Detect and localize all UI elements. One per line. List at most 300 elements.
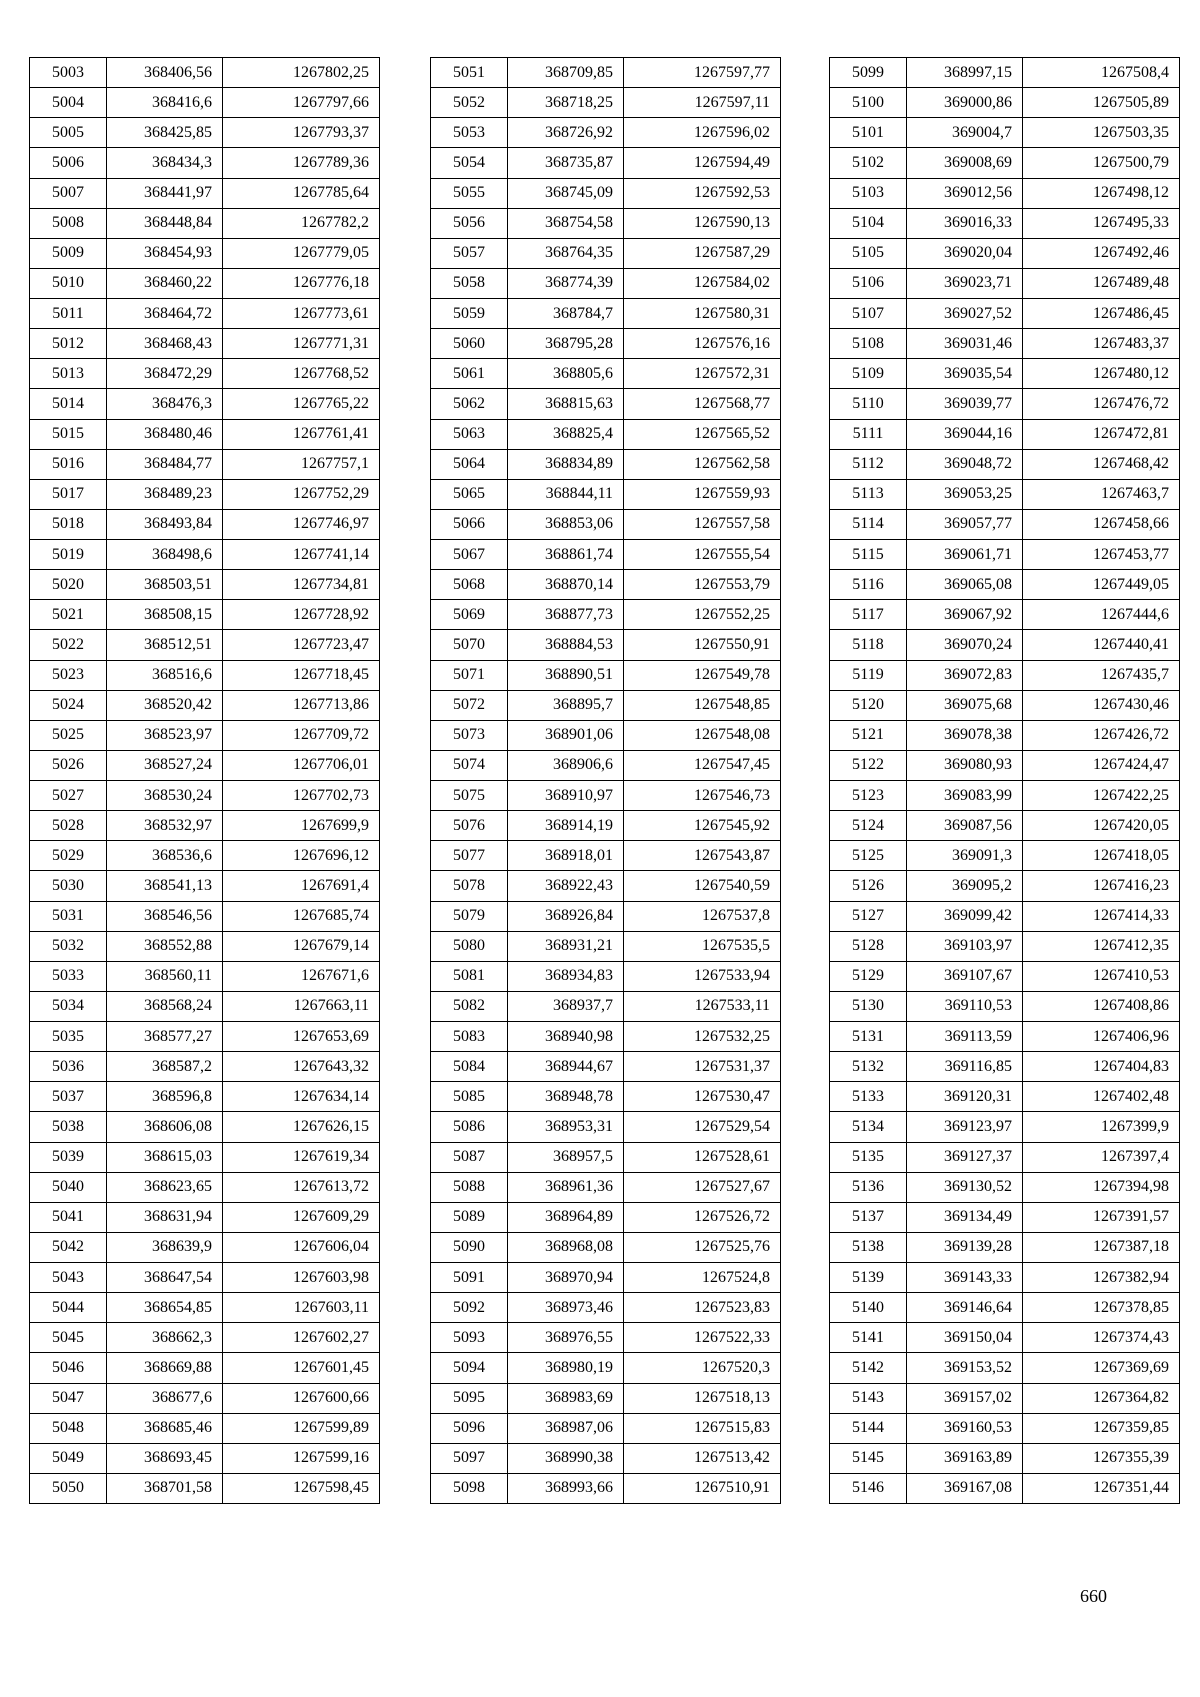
table-row	[30, 720, 380, 750]
x-coordinate-cell: 368484,77	[107, 449, 223, 479]
coordinates-table-3	[829, 57, 1180, 1504]
table-row	[431, 299, 781, 329]
x-coordinate-cell: 368498,6	[107, 540, 223, 570]
x-coordinate-cell: 369000,86	[907, 88, 1023, 118]
point-number-cell: 5133	[830, 1082, 907, 1112]
table-row	[30, 811, 380, 841]
point-number-cell: 5006	[30, 148, 107, 178]
x-coordinate-cell: 368647,54	[107, 1263, 223, 1293]
x-coordinate-cell: 368726,92	[508, 118, 624, 148]
x-coordinate-cell: 368523,97	[107, 720, 223, 750]
point-number-cell: 5086	[431, 1112, 508, 1142]
table-row	[431, 1052, 781, 1082]
table-row	[30, 1052, 380, 1082]
y-coordinate-cell: 1267602,27	[223, 1323, 380, 1353]
x-coordinate-cell: 368970,94	[508, 1263, 624, 1293]
x-coordinate-cell: 368884,53	[508, 630, 624, 660]
x-coordinate-cell: 368546,56	[107, 901, 223, 931]
table-row	[830, 991, 1180, 1021]
x-coordinate-cell: 368606,08	[107, 1112, 223, 1142]
y-coordinate-cell: 1267546,73	[624, 781, 781, 811]
x-coordinate-cell: 368825,4	[508, 419, 624, 449]
x-coordinate-cell: 368493,84	[107, 509, 223, 539]
y-coordinate-cell: 1267773,61	[223, 299, 380, 329]
y-coordinate-cell: 1267406,96	[1023, 1022, 1180, 1052]
table-row	[30, 600, 380, 630]
point-number-cell: 5090	[431, 1232, 508, 1262]
x-coordinate-cell: 368940,98	[508, 1022, 624, 1052]
point-number-cell: 5058	[431, 268, 508, 298]
y-coordinate-cell: 1267543,87	[624, 841, 781, 871]
y-coordinate-cell: 1267412,35	[1023, 931, 1180, 961]
x-coordinate-cell: 368454,93	[107, 238, 223, 268]
table-row	[830, 1443, 1180, 1473]
point-number-cell: 5092	[431, 1293, 508, 1323]
point-number-cell: 5134	[830, 1112, 907, 1142]
point-number-cell: 5103	[830, 178, 907, 208]
point-number-cell: 5075	[431, 781, 508, 811]
table-row	[431, 1353, 781, 1383]
y-coordinate-cell: 1267468,42	[1023, 449, 1180, 479]
y-coordinate-cell: 1267500,79	[1023, 148, 1180, 178]
y-coordinate-cell: 1267414,33	[1023, 901, 1180, 931]
y-coordinate-cell: 1267741,14	[223, 540, 380, 570]
y-coordinate-cell: 1267498,12	[1023, 178, 1180, 208]
point-number-cell: 5118	[830, 630, 907, 660]
x-coordinate-cell: 369039,77	[907, 389, 1023, 419]
table-row	[30, 1473, 380, 1503]
x-coordinate-cell: 368948,78	[508, 1082, 624, 1112]
y-coordinate-cell: 1267679,14	[223, 931, 380, 961]
x-coordinate-cell: 369031,46	[907, 329, 1023, 359]
point-number-cell: 5069	[431, 600, 508, 630]
point-number-cell: 5033	[30, 961, 107, 991]
point-number-cell: 5145	[830, 1443, 907, 1473]
y-coordinate-cell: 1267572,31	[624, 359, 781, 389]
x-coordinate-cell: 368623,65	[107, 1172, 223, 1202]
table-row	[30, 178, 380, 208]
point-number-cell: 5135	[830, 1142, 907, 1172]
point-number-cell: 5068	[431, 570, 508, 600]
y-coordinate-cell: 1267510,91	[624, 1473, 781, 1503]
x-coordinate-cell: 368476,3	[107, 389, 223, 419]
point-number-cell: 5127	[830, 901, 907, 931]
y-coordinate-cell: 1267524,8	[624, 1263, 781, 1293]
table-row	[30, 1232, 380, 1262]
table-row	[830, 1383, 1180, 1413]
table-row	[431, 781, 781, 811]
table-row	[431, 1112, 781, 1142]
table-row	[830, 359, 1180, 389]
point-number-cell: 5110	[830, 389, 907, 419]
y-coordinate-cell: 1267458,66	[1023, 509, 1180, 539]
table-row	[830, 299, 1180, 329]
x-coordinate-cell: 368662,3	[107, 1323, 223, 1353]
point-number-cell: 5067	[431, 540, 508, 570]
point-number-cell: 5035	[30, 1022, 107, 1052]
table-row	[830, 148, 1180, 178]
y-coordinate-cell: 1267351,44	[1023, 1473, 1180, 1503]
x-coordinate-cell: 369153,52	[907, 1353, 1023, 1383]
table-row	[830, 1293, 1180, 1323]
x-coordinate-cell: 369080,93	[907, 750, 1023, 780]
table-row	[431, 1232, 781, 1262]
y-coordinate-cell: 1267576,16	[624, 329, 781, 359]
point-number-cell: 5054	[431, 148, 508, 178]
table-row	[30, 961, 380, 991]
y-coordinate-cell: 1267378,85	[1023, 1293, 1180, 1323]
y-coordinate-cell: 1267374,43	[1023, 1323, 1180, 1353]
y-coordinate-cell: 1267526,72	[624, 1202, 781, 1232]
y-coordinate-cell: 1267416,23	[1023, 871, 1180, 901]
table-row	[431, 58, 781, 88]
point-number-cell: 5062	[431, 389, 508, 419]
x-coordinate-cell: 369091,3	[907, 841, 1023, 871]
point-number-cell: 5140	[830, 1293, 907, 1323]
table-row	[830, 540, 1180, 570]
point-number-cell: 5034	[30, 991, 107, 1021]
point-number-cell: 5137	[830, 1202, 907, 1232]
table-row	[431, 238, 781, 268]
point-number-cell: 5022	[30, 630, 107, 660]
y-coordinate-cell: 1267476,72	[1023, 389, 1180, 419]
table-row	[431, 208, 781, 238]
y-coordinate-cell: 1267549,78	[624, 660, 781, 690]
x-coordinate-cell: 368784,7	[508, 299, 624, 329]
table-row	[830, 449, 1180, 479]
y-coordinate-cell: 1267643,32	[223, 1052, 380, 1082]
x-coordinate-cell: 369143,33	[907, 1263, 1023, 1293]
point-number-cell: 5087	[431, 1142, 508, 1172]
x-coordinate-cell: 368834,89	[508, 449, 624, 479]
table-row	[830, 1112, 1180, 1142]
point-number-cell: 5012	[30, 329, 107, 359]
table-row	[431, 329, 781, 359]
point-number-cell: 5027	[30, 781, 107, 811]
table-row	[431, 630, 781, 660]
table-row	[431, 991, 781, 1021]
point-number-cell: 5051	[431, 58, 508, 88]
y-coordinate-cell: 1267528,61	[624, 1142, 781, 1172]
y-coordinate-cell: 1267600,66	[223, 1383, 380, 1413]
y-coordinate-cell: 1267394,98	[1023, 1172, 1180, 1202]
x-coordinate-cell: 368993,66	[508, 1473, 624, 1503]
point-number-cell: 5010	[30, 268, 107, 298]
y-coordinate-cell: 1267480,12	[1023, 359, 1180, 389]
y-coordinate-cell: 1267785,64	[223, 178, 380, 208]
point-number-cell: 5098	[431, 1473, 508, 1503]
table-row	[30, 1082, 380, 1112]
x-coordinate-cell: 368910,97	[508, 781, 624, 811]
y-coordinate-cell: 1267408,86	[1023, 991, 1180, 1021]
y-coordinate-cell: 1267495,33	[1023, 208, 1180, 238]
x-coordinate-cell: 368877,73	[508, 600, 624, 630]
table-row	[431, 871, 781, 901]
point-number-cell: 5063	[431, 419, 508, 449]
y-coordinate-cell: 1267440,41	[1023, 630, 1180, 660]
point-number-cell: 5141	[830, 1323, 907, 1353]
y-coordinate-cell: 1267555,54	[624, 540, 781, 570]
x-coordinate-cell: 368530,24	[107, 781, 223, 811]
x-coordinate-cell: 369134,49	[907, 1202, 1023, 1232]
point-number-cell: 5017	[30, 479, 107, 509]
y-coordinate-cell: 1267718,45	[223, 660, 380, 690]
point-number-cell: 5076	[431, 811, 508, 841]
point-number-cell: 5007	[30, 178, 107, 208]
y-coordinate-cell: 1267364,82	[1023, 1383, 1180, 1413]
y-coordinate-cell: 1267728,92	[223, 600, 380, 630]
table-row	[431, 1383, 781, 1413]
point-number-cell: 5028	[30, 811, 107, 841]
x-coordinate-cell: 369107,67	[907, 961, 1023, 991]
table-row	[30, 901, 380, 931]
point-number-cell: 5083	[431, 1022, 508, 1052]
y-coordinate-cell: 1267580,31	[624, 299, 781, 329]
point-number-cell: 5003	[30, 58, 107, 88]
table-row	[30, 359, 380, 389]
point-number-cell: 5050	[30, 1473, 107, 1503]
y-coordinate-cell: 1267771,31	[223, 329, 380, 359]
x-coordinate-cell: 369004,7	[907, 118, 1023, 148]
x-coordinate-cell: 368425,85	[107, 118, 223, 148]
point-number-cell: 5108	[830, 329, 907, 359]
point-number-cell: 5029	[30, 841, 107, 871]
point-number-cell: 5031	[30, 901, 107, 931]
table-row	[830, 178, 1180, 208]
table-row	[830, 901, 1180, 931]
y-coordinate-cell: 1267789,36	[223, 148, 380, 178]
point-number-cell: 5023	[30, 660, 107, 690]
y-coordinate-cell: 1267518,13	[624, 1383, 781, 1413]
x-coordinate-cell: 369075,68	[907, 690, 1023, 720]
table-row	[431, 118, 781, 148]
x-coordinate-cell: 368416,6	[107, 88, 223, 118]
table-row	[830, 268, 1180, 298]
table-row	[830, 570, 1180, 600]
x-coordinate-cell: 368718,25	[508, 88, 624, 118]
x-coordinate-cell: 368503,51	[107, 570, 223, 600]
table-row	[431, 600, 781, 630]
x-coordinate-cell: 368434,3	[107, 148, 223, 178]
y-coordinate-cell: 1267449,05	[1023, 570, 1180, 600]
x-coordinate-cell: 369065,08	[907, 570, 1023, 600]
y-coordinate-cell: 1267557,58	[624, 509, 781, 539]
table-row	[30, 389, 380, 419]
y-coordinate-cell: 1267426,72	[1023, 720, 1180, 750]
y-coordinate-cell: 1267765,22	[223, 389, 380, 419]
point-number-cell: 5065	[431, 479, 508, 509]
table-row	[30, 871, 380, 901]
table-row	[431, 660, 781, 690]
table-row	[431, 1323, 781, 1353]
point-number-cell: 5005	[30, 118, 107, 148]
table-row	[431, 690, 781, 720]
table-row	[431, 901, 781, 931]
point-number-cell: 5084	[431, 1052, 508, 1082]
point-number-cell: 5117	[830, 600, 907, 630]
x-coordinate-cell: 368520,42	[107, 690, 223, 720]
x-coordinate-cell: 369048,72	[907, 449, 1023, 479]
x-coordinate-cell: 368596,8	[107, 1082, 223, 1112]
point-number-cell: 5025	[30, 720, 107, 750]
point-number-cell: 5040	[30, 1172, 107, 1202]
table-row	[431, 178, 781, 208]
y-coordinate-cell: 1267382,94	[1023, 1263, 1180, 1293]
x-coordinate-cell: 369103,97	[907, 931, 1023, 961]
point-number-cell: 5013	[30, 359, 107, 389]
x-coordinate-cell: 368552,88	[107, 931, 223, 961]
y-coordinate-cell: 1267489,48	[1023, 268, 1180, 298]
point-number-cell: 5113	[830, 479, 907, 509]
y-coordinate-cell: 1267515,83	[624, 1413, 781, 1443]
x-coordinate-cell: 369087,56	[907, 811, 1023, 841]
point-number-cell: 5055	[431, 178, 508, 208]
point-number-cell: 5043	[30, 1263, 107, 1293]
table-row	[431, 811, 781, 841]
x-coordinate-cell: 368615,03	[107, 1142, 223, 1172]
table-row	[30, 299, 380, 329]
x-coordinate-cell: 368754,58	[508, 208, 624, 238]
point-number-cell: 5125	[830, 841, 907, 871]
y-coordinate-cell: 1267713,86	[223, 690, 380, 720]
point-number-cell: 5059	[431, 299, 508, 329]
table-row	[431, 359, 781, 389]
point-number-cell: 5131	[830, 1022, 907, 1052]
table-row	[431, 449, 781, 479]
point-number-cell: 5121	[830, 720, 907, 750]
table-row	[30, 1383, 380, 1413]
table-row	[830, 1413, 1180, 1443]
point-number-cell: 5073	[431, 720, 508, 750]
y-coordinate-cell: 1267702,73	[223, 781, 380, 811]
y-coordinate-cell: 1267430,46	[1023, 690, 1180, 720]
x-coordinate-cell: 368508,15	[107, 600, 223, 630]
x-coordinate-cell: 368536,6	[107, 841, 223, 871]
y-coordinate-cell: 1267709,72	[223, 720, 380, 750]
point-number-cell: 5072	[431, 690, 508, 720]
table-row	[431, 1172, 781, 1202]
y-coordinate-cell: 1267402,48	[1023, 1082, 1180, 1112]
point-number-cell: 5095	[431, 1383, 508, 1413]
x-coordinate-cell: 368441,97	[107, 178, 223, 208]
point-number-cell: 5046	[30, 1353, 107, 1383]
table-row	[30, 1112, 380, 1142]
point-number-cell: 5104	[830, 208, 907, 238]
table-row	[30, 991, 380, 1021]
x-coordinate-cell: 369027,52	[907, 299, 1023, 329]
table-row	[830, 1353, 1180, 1383]
x-coordinate-cell: 368577,27	[107, 1022, 223, 1052]
point-number-cell: 5053	[431, 118, 508, 148]
y-coordinate-cell: 1267508,4	[1023, 58, 1180, 88]
table-row	[830, 479, 1180, 509]
x-coordinate-cell: 368815,63	[508, 389, 624, 419]
x-coordinate-cell: 369016,33	[907, 208, 1023, 238]
point-number-cell: 5032	[30, 931, 107, 961]
point-number-cell: 5094	[431, 1353, 508, 1383]
y-coordinate-cell: 1267797,66	[223, 88, 380, 118]
coordinates-table-1	[29, 57, 380, 1504]
x-coordinate-cell: 369057,77	[907, 509, 1023, 539]
x-coordinate-cell: 368448,84	[107, 208, 223, 238]
y-coordinate-cell: 1267391,57	[1023, 1202, 1180, 1232]
table-row	[830, 871, 1180, 901]
table-row	[30, 419, 380, 449]
x-coordinate-cell: 369113,59	[907, 1022, 1023, 1052]
table-row	[30, 841, 380, 871]
x-coordinate-cell: 369157,02	[907, 1383, 1023, 1413]
x-coordinate-cell: 368532,97	[107, 811, 223, 841]
x-coordinate-cell: 368914,19	[508, 811, 624, 841]
point-number-cell: 5070	[431, 630, 508, 660]
x-coordinate-cell: 368906,6	[508, 750, 624, 780]
x-coordinate-cell: 368997,15	[907, 58, 1023, 88]
point-number-cell: 5039	[30, 1142, 107, 1172]
table-row	[431, 268, 781, 298]
y-coordinate-cell: 1267527,67	[624, 1172, 781, 1202]
y-coordinate-cell: 1267587,29	[624, 238, 781, 268]
y-coordinate-cell: 1267779,05	[223, 238, 380, 268]
point-number-cell: 5096	[431, 1413, 508, 1443]
point-number-cell: 5037	[30, 1082, 107, 1112]
point-number-cell: 5138	[830, 1232, 907, 1262]
point-number-cell: 5091	[431, 1263, 508, 1293]
table-row	[830, 1082, 1180, 1112]
x-coordinate-cell: 368541,13	[107, 871, 223, 901]
table-row	[431, 720, 781, 750]
point-number-cell: 5143	[830, 1383, 907, 1413]
x-coordinate-cell: 368527,24	[107, 750, 223, 780]
point-number-cell: 5056	[431, 208, 508, 238]
y-coordinate-cell: 1267399,9	[1023, 1112, 1180, 1142]
y-coordinate-cell: 1267685,74	[223, 901, 380, 931]
x-coordinate-cell: 368516,6	[107, 660, 223, 690]
point-number-cell: 5120	[830, 690, 907, 720]
point-number-cell: 5136	[830, 1172, 907, 1202]
x-coordinate-cell: 368901,06	[508, 720, 624, 750]
x-coordinate-cell: 368764,35	[508, 238, 624, 268]
table-row	[830, 1052, 1180, 1082]
x-coordinate-cell: 368669,88	[107, 1353, 223, 1383]
table-row	[830, 419, 1180, 449]
table-row	[431, 1202, 781, 1232]
point-number-cell: 5089	[431, 1202, 508, 1232]
table-row	[431, 1443, 781, 1473]
x-coordinate-cell: 368976,55	[508, 1323, 624, 1353]
table-row	[431, 1022, 781, 1052]
table-row	[431, 148, 781, 178]
y-coordinate-cell: 1267533,94	[624, 961, 781, 991]
point-number-cell: 5132	[830, 1052, 907, 1082]
y-coordinate-cell: 1267706,01	[223, 750, 380, 780]
table-row	[431, 389, 781, 419]
point-number-cell: 5018	[30, 509, 107, 539]
x-coordinate-cell: 369127,37	[907, 1142, 1023, 1172]
point-number-cell: 5106	[830, 268, 907, 298]
x-coordinate-cell: 368931,21	[508, 931, 624, 961]
x-coordinate-cell: 369078,38	[907, 720, 1023, 750]
point-number-cell: 5077	[431, 841, 508, 871]
table-row	[30, 509, 380, 539]
table-row	[830, 1142, 1180, 1172]
y-coordinate-cell: 1267782,2	[223, 208, 380, 238]
y-coordinate-cell: 1267596,02	[624, 118, 781, 148]
point-number-cell: 5021	[30, 600, 107, 630]
y-coordinate-cell: 1267483,37	[1023, 329, 1180, 359]
table-row	[30, 1142, 380, 1172]
y-coordinate-cell: 1267599,16	[223, 1443, 380, 1473]
table-row	[830, 781, 1180, 811]
